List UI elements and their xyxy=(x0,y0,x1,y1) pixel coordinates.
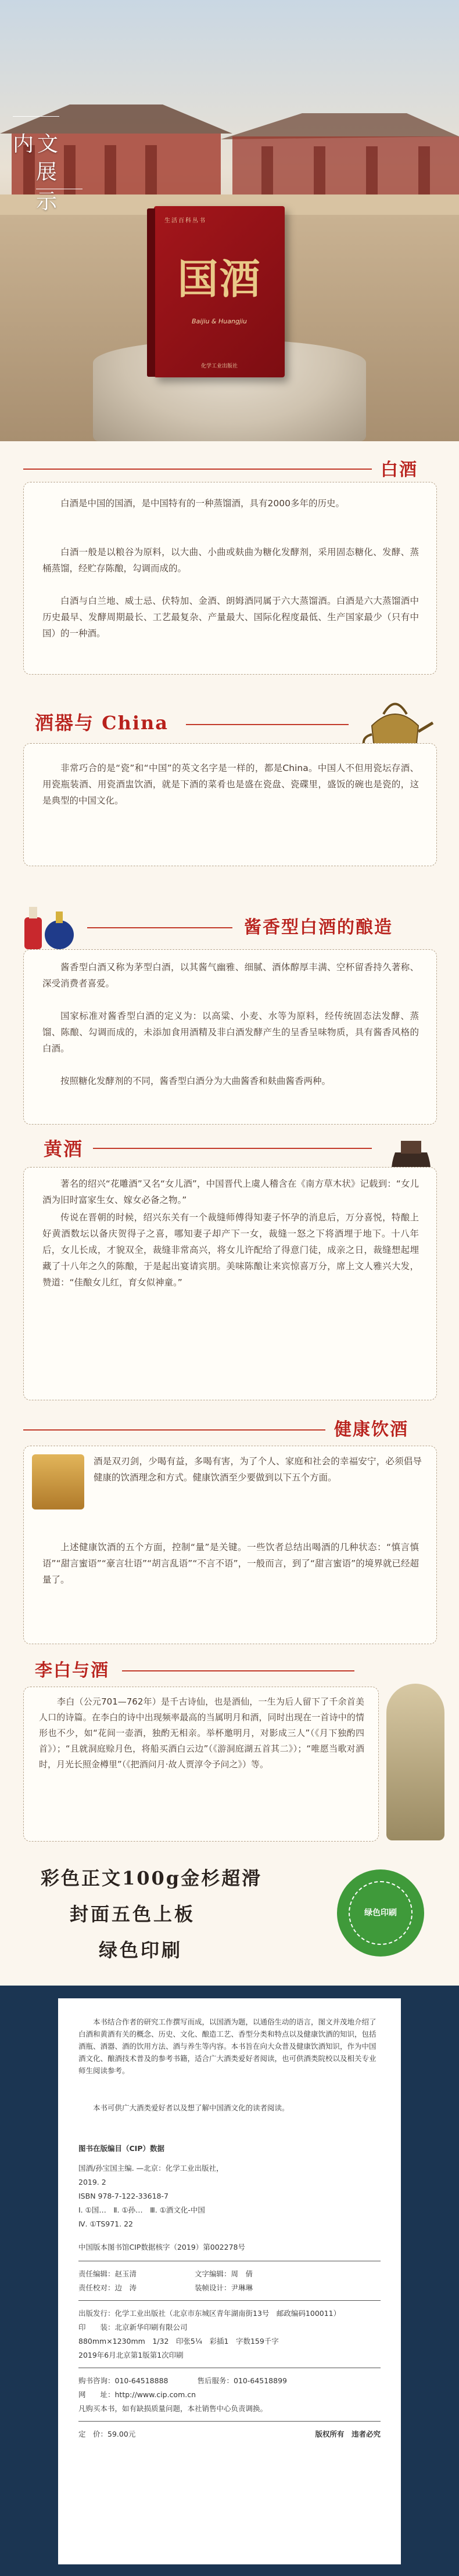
contact-line: 网 址：http://www.cip.com.cn xyxy=(78,2390,196,2399)
price: 定 价：59.00元 xyxy=(78,2430,136,2438)
heading-jiangxiang: 酱香型白酒的酿造 xyxy=(244,917,393,938)
copyright-page xyxy=(58,1998,401,2564)
heading-china: 酒器与 China xyxy=(35,712,169,734)
publish-line: 印 装：北京新华印刷有限公司 xyxy=(78,2323,188,2332)
section-heading xyxy=(0,459,459,478)
divider xyxy=(23,1429,325,1431)
divider xyxy=(23,469,372,470)
paragraph: 按照糖化发酵剂的不同，酱香型白酒分为大曲酱香和麸曲酱香两种。 xyxy=(60,1076,331,1086)
cip-line: ISBN 978-7-122-33618-7 xyxy=(78,2192,168,2200)
closing-line-2: 封面五色上板 xyxy=(70,1903,196,1925)
closing xyxy=(0,1858,459,1974)
heading-health: 健康饮酒 xyxy=(334,1419,408,1440)
cip-number: 中国版本图书馆CIP数据核字（2019）第002278号 xyxy=(78,2243,245,2251)
text-box xyxy=(23,482,437,675)
book-spine xyxy=(147,208,155,377)
paragraph: 酱香型白酒又称为茅型白酒，以其酱气幽雅、细腻、酒体醇厚丰满、空杯留香持久著称、深受消费者喜爱。 xyxy=(42,962,419,989)
paragraph: 酒是双刃剑，少喝有益，多喝有害，为了个人、家庭和社会的幸福安宁，必须倡导健康的饮酒理念和方式。健康饮酒至少要做到以下五个方面。 xyxy=(94,1456,422,1483)
text-box xyxy=(23,1687,379,1842)
paragraph: 上述健康饮酒的五个方面，控制“量”是关键。一些饮者总结出喝酒的几种状态：“慎言慎语”“甜言蜜语”“豪言壮语”“胡言乱语”“不言不语”，一般而言，到了“甜言蜜语”的境界就已经超量了。 xyxy=(42,1542,419,1585)
heading-huangjiu: 黄酒 xyxy=(44,1138,84,1160)
book-subtitle: Baijiu & Huangjiu xyxy=(191,318,248,325)
editor-line: 责任校对：边 涛 装帧设计：尹琳琳 xyxy=(78,2283,253,2292)
divider xyxy=(87,927,232,928)
hero-title-line-2: 展示 xyxy=(36,160,61,214)
text-box xyxy=(23,743,437,866)
paragraph: 非常巧合的是“瓷”和“中国”的英文名字是一样的，都是China。中国人不但用瓷坛存酒、用瓷瓶装酒、用瓷酒盅饮酒，就是下酒的菜肴也是盛在瓷盘、瓷碟里，盛饭的碗也是瓷的，这是典型的中国文化。 xyxy=(42,763,419,806)
book-publisher: 化学工业出版社 xyxy=(200,363,238,369)
cip-line: Ⅳ. ①TS971. 22 xyxy=(78,2220,133,2228)
libai-statue xyxy=(386,1684,444,1840)
copyright-page-background xyxy=(0,1986,459,2576)
section-heading xyxy=(0,1660,459,1680)
cip-line: Ⅰ. ①国… Ⅱ. ①孙… Ⅲ. ①酒文化-中国 xyxy=(78,2206,205,2214)
book-series: 生活百科丛书 xyxy=(164,218,206,224)
paragraph: 白酒与白兰地、威士忌、伏特加、金酒、朗姆酒同属于六大蒸馏酒。白酒是六大蒸馏酒中历史最早、发酵周期最长、工艺最复杂、产量最大、国际化程度最低、生产国家最少（只有中国）的一种酒。 xyxy=(42,596,419,639)
divider xyxy=(78,2421,381,2422)
divider xyxy=(13,116,59,117)
cip-title: 图书在版编目（CIP）数据 xyxy=(78,2144,164,2153)
editor-line: 责任编辑：赵玉清 文字编辑：周 倩 xyxy=(78,2269,253,2278)
hero-title-line-1: 内文 xyxy=(13,132,62,156)
section-huangjiu xyxy=(0,1135,459,1408)
paragraph: 国家标准对酱香型白酒的定义为：以高粱、小麦、水等为原料，经传统固态法发酵、蒸馏、陈酿、勾调而成的，未添加食用酒精及非白酒发酵产生的呈香呈味物质，具有酱香风格的白酒。 xyxy=(42,1011,419,1054)
closing-line-3: 绿色印刷 xyxy=(99,1939,183,1961)
hero-photo xyxy=(0,0,459,441)
paragraph: 白酒是中国的国酒，是中国特有的一种蒸馏酒，具有2000多年的历史。 xyxy=(60,498,345,509)
closing-line-1: 彩色正文100g金杉超滑 xyxy=(41,1867,263,1889)
section-china xyxy=(0,691,459,877)
divider xyxy=(78,2300,381,2301)
divider xyxy=(186,724,349,725)
intro-paragraph: 本书结合作者的研究工作撰写而成，以国酒为题，以通俗生动的语言，图文并茂地介绍了白酒和黄酒有关的概念、历史、文化、酿造工艺、香型分类和特点以及健康饮酒的知识，包括酒瓶、酒器、酒的饮用方法、酒与养生等内容。本书旨在向大众普及健康饮酒知识，作为中国酒文化、酿酒技术普及的参考书籍，适合广大酒类爱好者阅读，也可供酒类院校以及相关专业师生阅读参考。 xyxy=(78,2017,376,2075)
paragraph: 白酒一般是以粮谷为原料，以大曲、小曲或麸曲为糖化发酵剂，采用固态糖化、发酵、蒸桶蒸馏，经贮存陈酿，勾调而成的。 xyxy=(42,547,419,574)
section-heading xyxy=(0,917,459,937)
contact-line: 购书咨询：010-64518888 售后服务：010-64518899 xyxy=(78,2376,287,2385)
heading-libai: 李白与酒 xyxy=(35,1660,109,1681)
cip-line: 2019. 2 xyxy=(78,2178,106,2186)
badge-text: 绿色印刷 xyxy=(364,1908,397,1918)
paragraph: 李白（公元701—762年）是千古诗仙，也是酒仙，一生为后人留下了千余首美人口的诗篇。在李白的诗中出现频率最高的当属明月和酒，同时出现在一首诗中的情形也不少，如“花间一壶酒，独酌无相亲。举杯邀明月，对影成三人”（《月下独酌四首》）；“且就洞庭赊月色，将船买酒白云边”（《游洞庭湖五首其二》）；“唯愿当歌对酒时，月光长照金樽里”（《把酒问月·故人贾淳令予问之》）等。 xyxy=(39,1696,364,1770)
heading-baijiu: 白酒 xyxy=(381,460,418,480)
section-health xyxy=(0,1419,459,1649)
section-jiangxiang xyxy=(0,894,459,1126)
green-print-badge xyxy=(337,1869,424,1957)
paragraph: 传说在晋朝的时候，绍兴东关有一个裁缝师傅得知妻子怀孕的消息后，万分喜悦，特酿上好黄酒数坛以备庆贺得子之喜，哪知妻子却产下一女，裁缝一怒之下将酒埋于地下。十八年后，女儿长成，才貌双全，裁缝非常高兴，将女儿许配给了得意门徒，成亲之日，裁缝想起埋藏了十八年之久的陈酿，于是起出宴请宾朋。美味陈酿让来宾惊喜万分，席上文人雅兴大发，赞道：“佳酿女儿红，育女似神童。” xyxy=(42,1212,419,1288)
divider xyxy=(122,1670,354,1671)
publish-line: 2019年6月北京第1版第1次印刷 xyxy=(78,2351,184,2359)
divider xyxy=(93,1148,372,1149)
publish-line: 880mm×1230mm 1/32 印张5¼ 彩插1 字数159千字 xyxy=(78,2337,279,2346)
section-heading xyxy=(0,1419,459,1439)
publish-line: 出版发行：化学工业出版社（北京市东城区青年湖南街13号 邮政编码100011） xyxy=(78,2309,341,2318)
contact-line: 凡购买本书，如有缺损质量问题，本社销售中心负责调换。 xyxy=(78,2404,268,2413)
paragraph: 著名的绍兴“花雕酒”又名“女儿酒”，中国晋代上虞人稽含在《南方草木状》记载到：“女儿酒为旧时富家生女、嫁女必备之物。” xyxy=(42,1179,419,1205)
section-baijiu xyxy=(0,459,459,679)
section-libai xyxy=(0,1660,459,1846)
text-box xyxy=(23,1446,437,1644)
baijiu-bottle-photo xyxy=(32,1454,84,1509)
book-title: 国酒 xyxy=(177,255,261,303)
cip-line: 国酒/孙宝国主编. —北京：化学工业出版社， xyxy=(78,2164,224,2173)
text-box xyxy=(23,1167,437,1400)
text-box xyxy=(23,949,437,1125)
rights-notice: 版权所有 违者必究 xyxy=(315,2430,381,2438)
intro-paragraph: 本书可供广大酒类爱好者以及想了解中国酒文化的读者阅读。 xyxy=(93,2103,289,2112)
book-cover xyxy=(154,206,285,377)
